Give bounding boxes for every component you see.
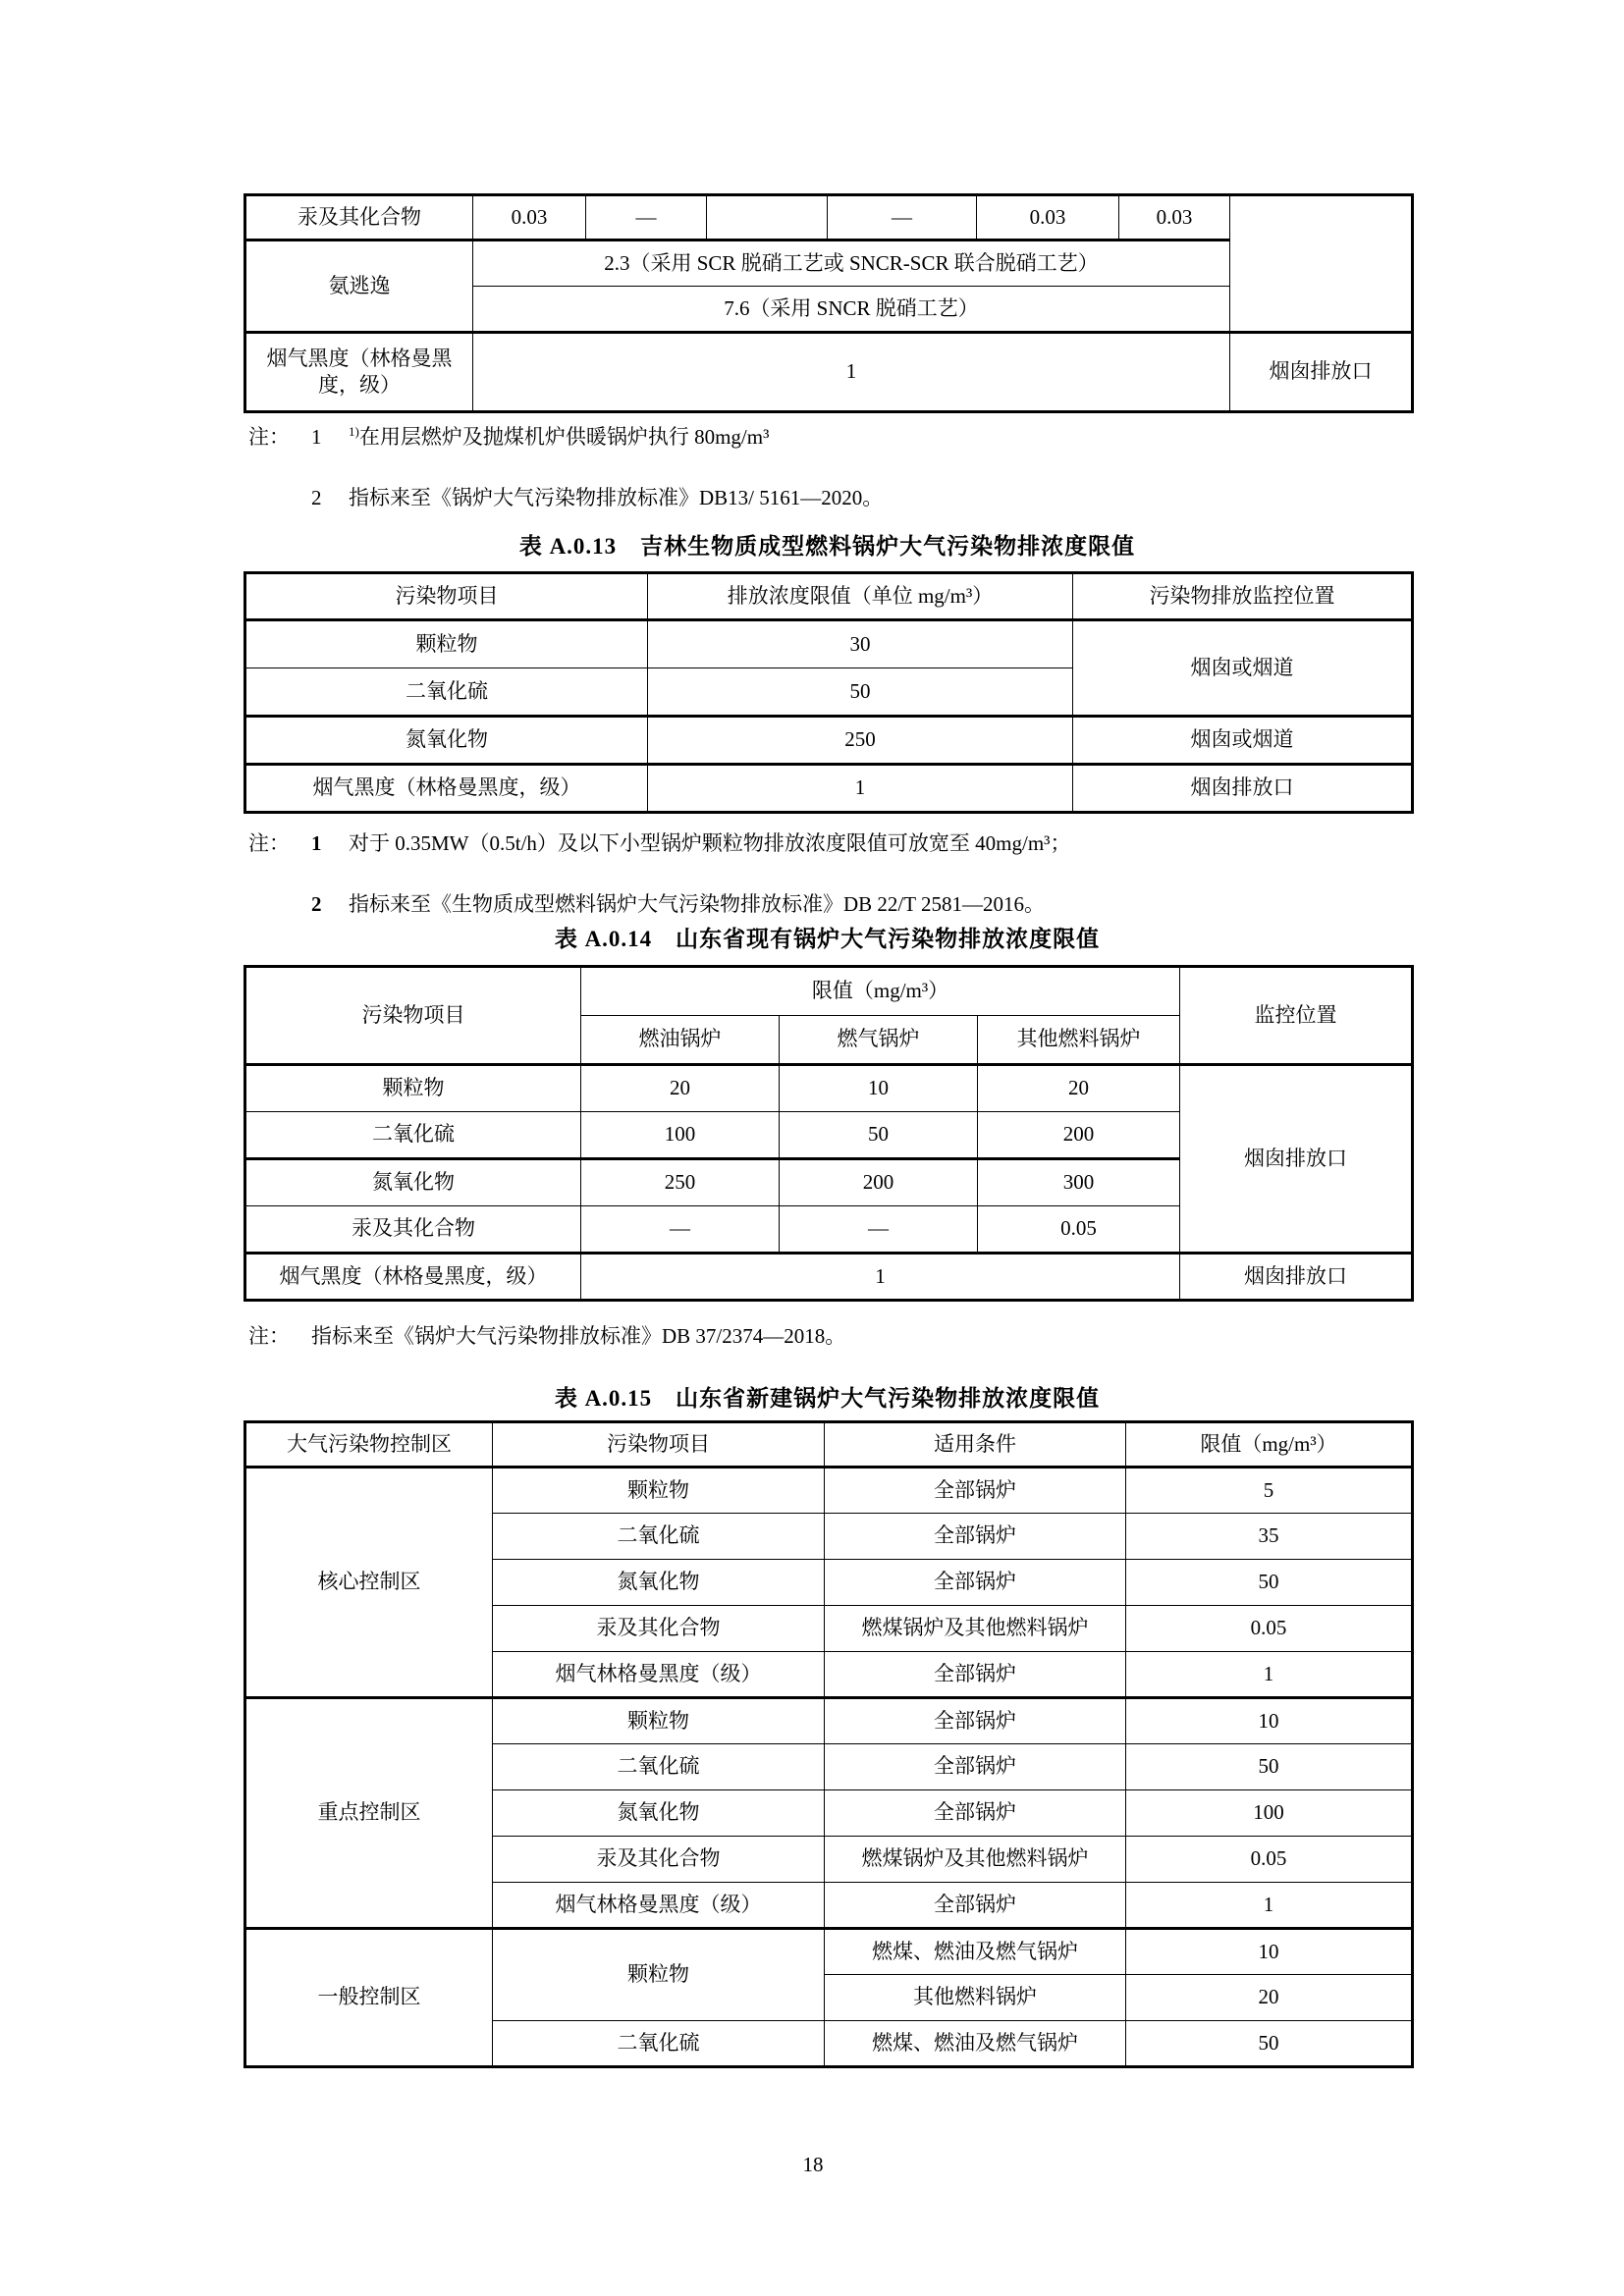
value-cell: 30 bbox=[648, 620, 1073, 668]
value-cell: 50 bbox=[1126, 1560, 1413, 1606]
value-cell: 300 bbox=[978, 1159, 1180, 1206]
column-header-pollutant: 污染物项目 bbox=[245, 967, 581, 1065]
condition-cell: 全部锅炉 bbox=[825, 1560, 1126, 1606]
value-cell: 1 bbox=[1126, 1652, 1413, 1698]
note-superscript: 1) bbox=[349, 424, 359, 439]
condition-cell: 全部锅炉 bbox=[825, 1790, 1126, 1837]
value-cell-ammonia-sncr: 7.6（采用 SNCR 脱硝工艺） bbox=[473, 287, 1230, 333]
note-text: 指标来至《锅炉大气污染物排放标准》DB 37/2374—2018。 bbox=[311, 1324, 846, 1348]
value-cell: 20 bbox=[978, 1065, 1180, 1112]
value-cell: 1 bbox=[648, 765, 1073, 813]
row-label-nox: 氮氧化物 bbox=[245, 1159, 581, 1206]
row-label-blackness: 烟气黑度（林格曼黑度，级） bbox=[245, 1254, 581, 1301]
note-text: 指标来至《锅炉大气污染物排放标准》DB13/ 5161—2020。 bbox=[349, 486, 884, 509]
value-cell: 50 bbox=[648, 668, 1073, 717]
row-label-blackness: 烟气林格曼黑度（级） bbox=[493, 1652, 825, 1698]
note-line bbox=[248, 891, 1045, 918]
monitor-cell: 烟囱或烟道 bbox=[1073, 717, 1413, 765]
note-line bbox=[248, 1323, 845, 1350]
table-a014 bbox=[244, 965, 1414, 1302]
value-cell: 10 bbox=[1126, 1698, 1413, 1744]
row-label-pm: 颗粒物 bbox=[493, 1468, 825, 1514]
monitor-cell-empty bbox=[1230, 195, 1413, 333]
note-line bbox=[248, 485, 883, 511]
table-continued-fragment bbox=[244, 193, 1414, 413]
table-a014-title: 表 A.0.14 山东省现有锅炉大气污染物排放浓度限值 bbox=[554, 927, 1101, 951]
condition-cell: 其他燃料锅炉 bbox=[825, 1975, 1126, 2021]
row-label-pm: 颗粒物 bbox=[493, 1698, 825, 1744]
row-label-mercury: 汞及其化合物 bbox=[493, 1606, 825, 1652]
column-header-oil-boiler: 燃油锅炉 bbox=[581, 1016, 780, 1065]
condition-cell: 全部锅炉 bbox=[825, 1883, 1126, 1929]
condition-cell: 燃煤、燃油及燃气锅炉 bbox=[825, 1929, 1126, 1975]
condition-cell: 燃煤、燃油及燃气锅炉 bbox=[825, 2021, 1126, 2067]
column-header-limit: 限值（mg/m³） bbox=[1126, 1422, 1413, 1468]
note-number: 2 bbox=[311, 892, 322, 916]
table-a013 bbox=[244, 571, 1414, 814]
row-label-blackness: 烟气黑度（林格曼黑度，级） bbox=[245, 765, 648, 813]
row-label-nox: 氮氧化物 bbox=[245, 717, 648, 765]
row-label-mercury: 汞及其化合物 bbox=[245, 195, 473, 240]
value-cell: 250 bbox=[648, 717, 1073, 765]
note-prefix: 注： bbox=[248, 831, 290, 855]
column-header-limit: 限值（mg/m³） bbox=[581, 967, 1180, 1016]
row-label-pm: 颗粒物 bbox=[245, 620, 648, 668]
condition-cell: 全部锅炉 bbox=[825, 1698, 1126, 1744]
row-label-so2: 二氧化硫 bbox=[493, 2021, 825, 2067]
value-cell: 50 bbox=[1126, 1744, 1413, 1790]
column-header-other-boiler: 其他燃料锅炉 bbox=[978, 1016, 1180, 1065]
note-prefix: 注： bbox=[248, 1324, 290, 1348]
condition-cell: 全部锅炉 bbox=[825, 1744, 1126, 1790]
value-cell-blackness: 1 bbox=[473, 333, 1230, 412]
note-text bbox=[349, 424, 769, 451]
row-label-blackness: 烟气林格曼黑度（级） bbox=[493, 1883, 825, 1929]
zone-label-core: 核心控制区 bbox=[245, 1468, 493, 1698]
row-label-so2: 二氧化硫 bbox=[245, 668, 648, 717]
value-cell: 0.05 bbox=[1126, 1606, 1413, 1652]
monitor-cell: 烟囱或烟道 bbox=[1073, 620, 1413, 717]
value-cell: 0.03 bbox=[1119, 195, 1230, 240]
note-number: 2 bbox=[311, 486, 322, 509]
monitor-cell: 烟囱排放口 bbox=[1073, 765, 1413, 813]
table-a015 bbox=[244, 1420, 1414, 2068]
row-label-pm: 颗粒物 bbox=[245, 1065, 581, 1112]
row-label-nox: 氮氧化物 bbox=[493, 1560, 825, 1606]
column-header-condition: 适用条件 bbox=[825, 1422, 1126, 1468]
value-cell: 0.03 bbox=[977, 195, 1119, 240]
zone-label-key: 重点控制区 bbox=[245, 1698, 493, 1929]
value-cell: 50 bbox=[1126, 2021, 1413, 2067]
column-header-pollutant: 污染物项目 bbox=[493, 1422, 825, 1468]
value-cell: 35 bbox=[1126, 1514, 1413, 1560]
value-cell: 10 bbox=[1126, 1929, 1413, 1975]
row-label-so2: 二氧化硫 bbox=[493, 1744, 825, 1790]
note-text: 对于 0.35MW（0.5t/h）及以下小型锅炉颗粒物排放浓度限值可放宽至 40mg/m³； bbox=[349, 831, 1071, 855]
monitor-cell: 烟囱排放口 bbox=[1180, 1254, 1413, 1301]
note-prefix: 注： bbox=[248, 425, 290, 449]
value-cell: 200 bbox=[978, 1112, 1180, 1159]
monitor-cell: 烟囱排放口 bbox=[1230, 333, 1413, 412]
row-label-blackness: 烟气黑度（林格曼黑度，级） bbox=[245, 333, 473, 412]
column-header-pollutant: 污染物项目 bbox=[245, 573, 648, 620]
value-cell: 0.03 bbox=[473, 195, 586, 240]
value-cell: 50 bbox=[780, 1112, 978, 1159]
value-cell: 0.05 bbox=[1126, 1837, 1413, 1883]
note-text-body: 在用层燃炉及抛煤机炉供暖锅炉执行 80mg/m³ bbox=[358, 425, 770, 449]
value-cell: 1 bbox=[1126, 1883, 1413, 1929]
condition-cell: 燃煤锅炉及其他燃料锅炉 bbox=[825, 1837, 1126, 1883]
value-cell: 0.05 bbox=[978, 1206, 1180, 1254]
column-header-gas-boiler: 燃气锅炉 bbox=[780, 1016, 978, 1065]
condition-cell: 全部锅炉 bbox=[825, 1468, 1126, 1514]
value-cell: 20 bbox=[581, 1065, 780, 1112]
condition-cell: 燃煤锅炉及其他燃料锅炉 bbox=[825, 1606, 1126, 1652]
value-cell: 20 bbox=[1126, 1975, 1413, 2021]
note-number: 1 bbox=[311, 425, 322, 449]
table-a015-title: 表 A.0.15 山东省新建锅炉大气污染物排放浓度限值 bbox=[554, 1386, 1101, 1411]
value-cell bbox=[707, 195, 828, 240]
value-cell: — bbox=[780, 1206, 978, 1254]
condition-cell: 全部锅炉 bbox=[825, 1514, 1126, 1560]
note-number: 1 bbox=[311, 831, 322, 855]
condition-cell: 全部锅炉 bbox=[825, 1652, 1126, 1698]
value-cell-ammonia-scr: 2.3（采用 SCR 脱硝工艺或 SNCR-SCR 联合脱硝工艺） bbox=[473, 240, 1230, 287]
column-header-monitor: 监控位置 bbox=[1180, 967, 1413, 1065]
value-cell: — bbox=[581, 1206, 780, 1254]
value-cell: 10 bbox=[780, 1065, 978, 1112]
row-label-so2: 二氧化硫 bbox=[245, 1112, 581, 1159]
value-cell: 5 bbox=[1126, 1468, 1413, 1514]
value-cell: 100 bbox=[1126, 1790, 1413, 1837]
row-label-nox: 氮氧化物 bbox=[493, 1790, 825, 1837]
row-label-mercury: 汞及其化合物 bbox=[245, 1206, 581, 1254]
column-header-monitor: 污染物排放监控位置 bbox=[1073, 573, 1413, 620]
monitor-cell: 烟囱排放口 bbox=[1180, 1065, 1413, 1254]
value-cell: — bbox=[586, 195, 707, 240]
page-number: 18 bbox=[802, 2153, 824, 2176]
note-line bbox=[248, 830, 1070, 857]
value-cell: 200 bbox=[780, 1159, 978, 1206]
row-label-mercury: 汞及其化合物 bbox=[493, 1837, 825, 1883]
table-a013-title: 表 A.0.13 吉林生物质成型燃料锅炉大气污染物排浓度限值 bbox=[518, 534, 1136, 559]
column-header-control-zone: 大气污染物控制区 bbox=[245, 1422, 493, 1468]
row-label-so2: 二氧化硫 bbox=[493, 1514, 825, 1560]
value-cell: 100 bbox=[581, 1112, 780, 1159]
note-text: 指标来至《生物质成型燃料锅炉大气污染物排放标准》DB 22/T 2581—2016。 bbox=[349, 892, 1045, 916]
value-cell: 250 bbox=[581, 1159, 780, 1206]
value-cell-blackness: 1 bbox=[581, 1254, 1180, 1301]
row-label-ammonia: 氨逃逸 bbox=[245, 240, 473, 333]
value-cell: — bbox=[828, 195, 977, 240]
row-label-pm: 颗粒物 bbox=[493, 1929, 825, 2021]
note-line bbox=[248, 424, 769, 451]
column-header-limit: 排放浓度限值（单位 mg/m³） bbox=[648, 573, 1073, 620]
zone-label-general: 一般控制区 bbox=[245, 1929, 493, 2067]
